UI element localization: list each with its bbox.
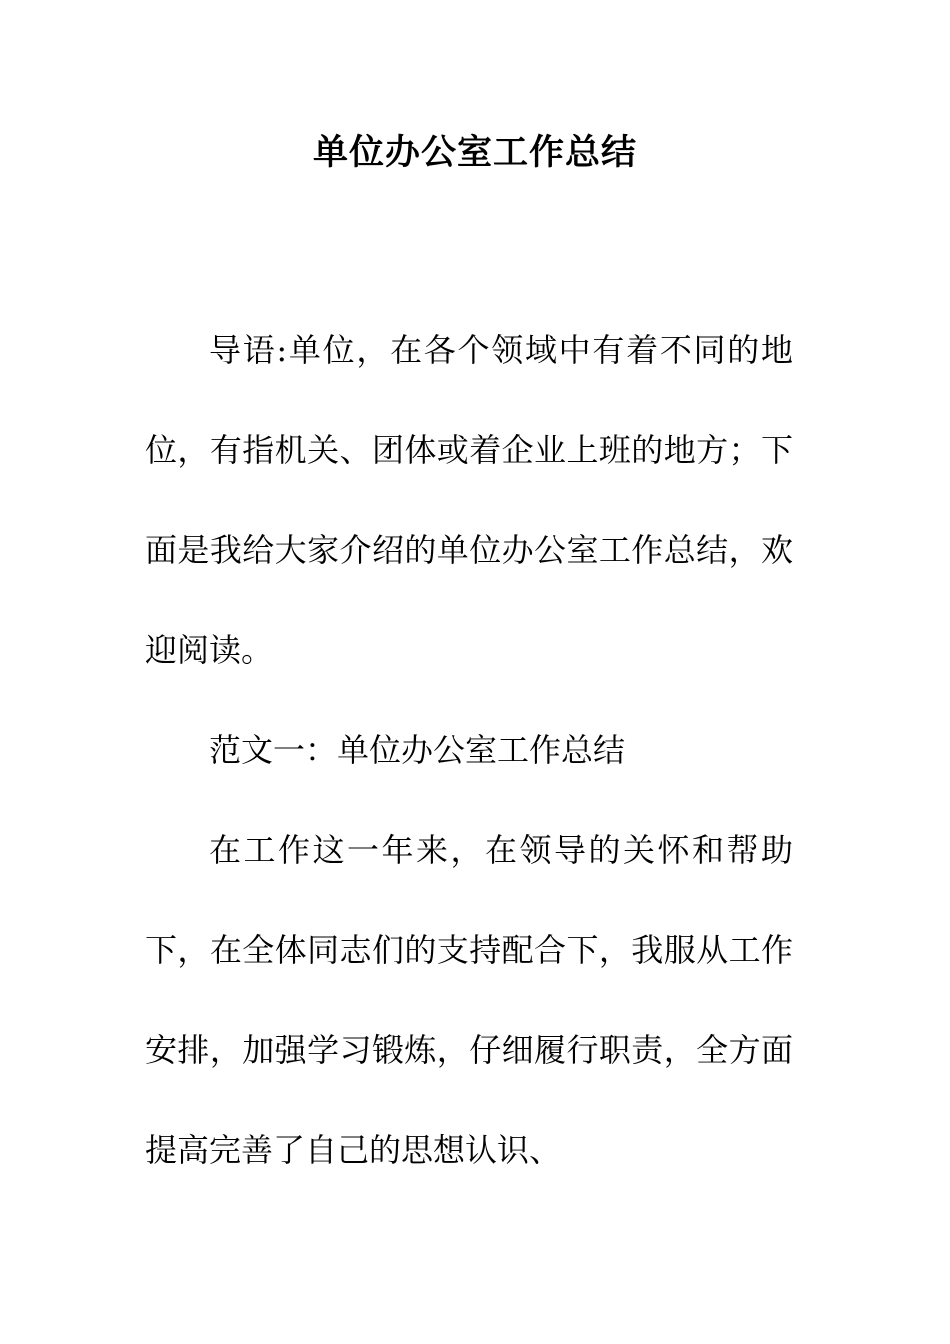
paragraph-intro: 导语:单位，在各个领域中有着不同的地位，有指机关、团体或着企业上班的地方；下面是我给大家介绍的单位办公室工作总结，欢迎阅读。 bbox=[145, 331, 793, 669]
document-title: 单位办公室工作总结 bbox=[312, 133, 637, 173]
paragraph-sample-heading: 范文一：单位办公室工作总结 bbox=[209, 731, 626, 769]
document-body bbox=[145, 300, 793, 1200]
paragraph-body: 在工作这一年来，在领导的关怀和帮助下，在全体同志们的支持配合下，我服从工作安排，加强学习锻炼，仔细履行职责，全方面提高完善了自己的思想认识、 bbox=[145, 831, 793, 1169]
